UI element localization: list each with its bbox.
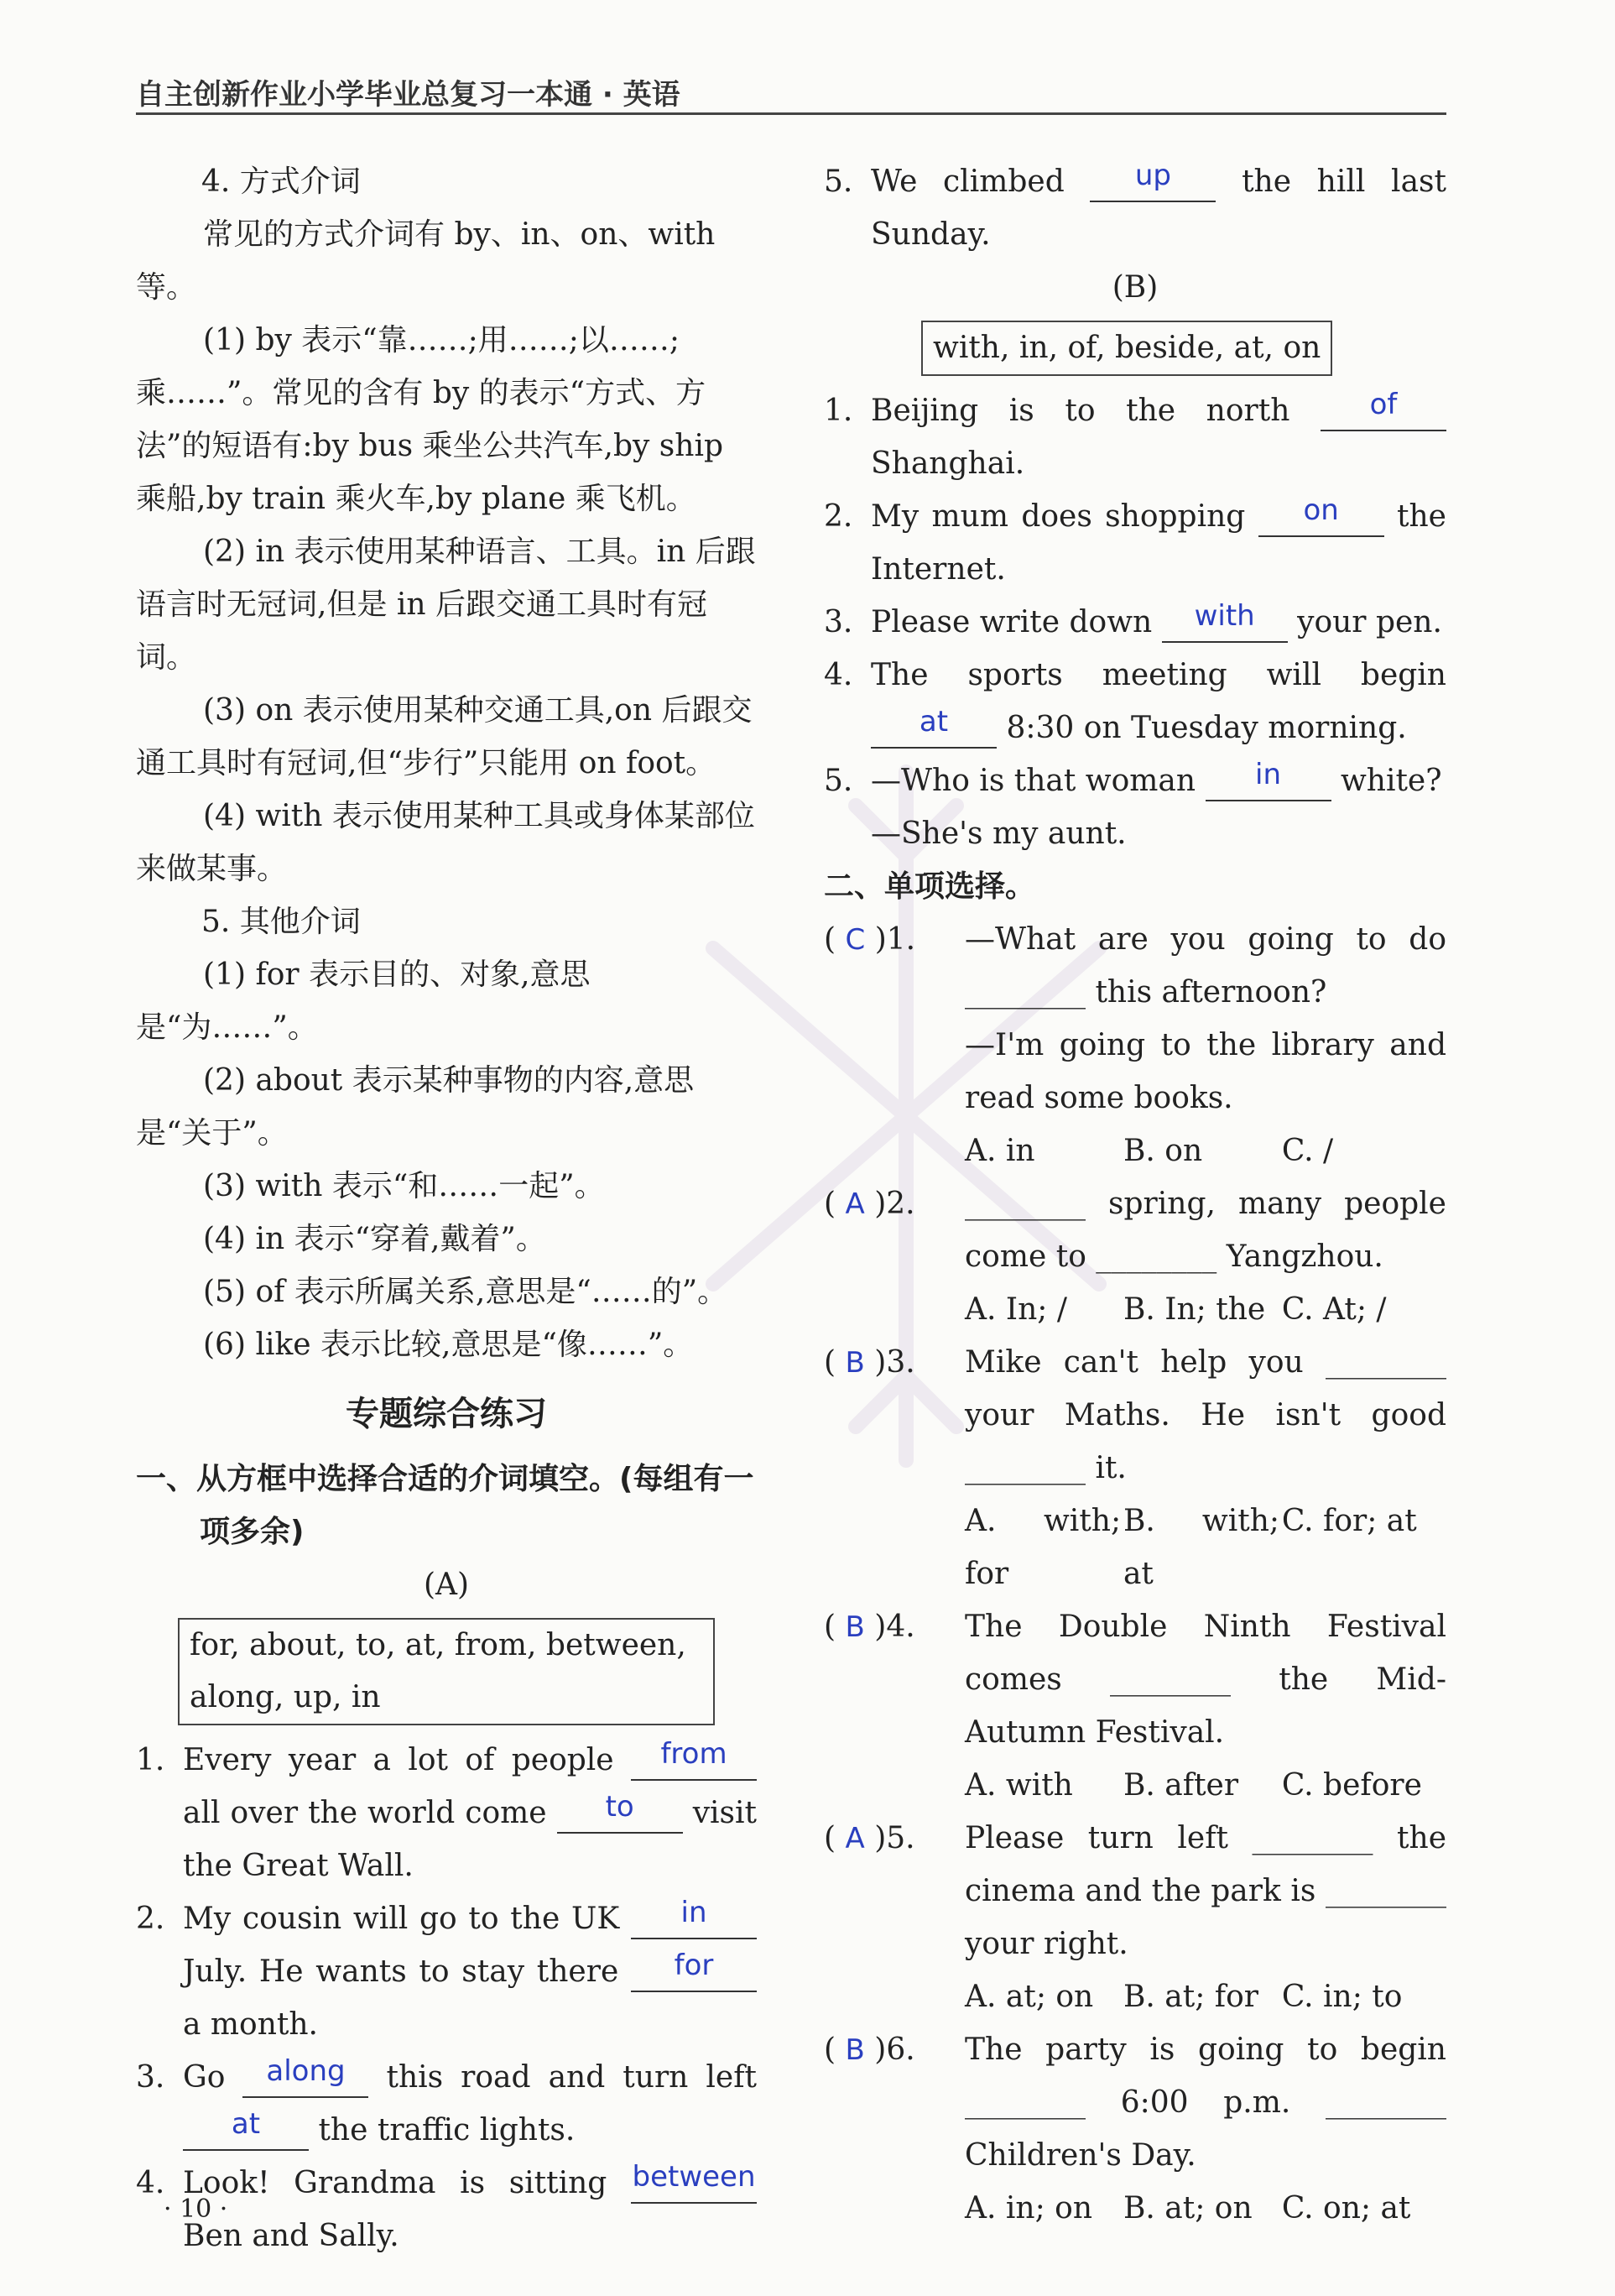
multiple-choice-list [824, 913, 1446, 2235]
page-number: · 10 · [164, 2194, 228, 2224]
choice-question [824, 913, 1446, 1177]
answer-blank[interactable] [631, 1896, 757, 1939]
question-text: Ben and Sally. [183, 2219, 399, 2253]
handwritten-answer: from [660, 1737, 727, 1771]
paragraph: (5) of 表示所属关系,意思是“……的”。 [203, 1275, 728, 1309]
option[interactable]: A. at; on [965, 1980, 1094, 2014]
question-item [136, 1892, 757, 2051]
question-text: Every year a lot of people [183, 1743, 614, 1777]
question-text: —Who is that woman [871, 764, 1196, 798]
paragraph: (2) about 表示某种事物的内容,意思是“关于”。 [136, 1063, 695, 1151]
handwritten-answer: at [231, 2107, 261, 2141]
answer-bracket[interactable]: ( B )3. [824, 1345, 915, 1380]
option[interactable]: B. In; the [1123, 1292, 1266, 1327]
section-heading: 4. 方式介词 [201, 164, 361, 199]
exercise-section-heading: 二、单项选择。 [824, 869, 1036, 904]
option[interactable]: B. after [1123, 1768, 1239, 1803]
question-text: Beijing is to the north [871, 394, 1290, 428]
question-number: )2. [874, 1187, 915, 1221]
option[interactable]: B. on [1123, 1134, 1203, 1168]
question-text: the hill last Sunday. [871, 164, 1446, 252]
question-text: My mum does shopping [871, 499, 1246, 534]
paragraph: (4) with 表示使用某种工具或身体某部位来做某事。 [136, 799, 755, 886]
part-label: (B) [1112, 270, 1159, 305]
paragraph: (2) in 表示使用某种语言、工具。in 后跟语言时无冠词,但是 in 后跟交通工具时有冠词。 [136, 535, 756, 675]
option[interactable]: B. with; at [1123, 1504, 1280, 1591]
handwritten-answer: on [1303, 493, 1339, 527]
answer-bracket[interactable]: ( A )5. [824, 1821, 915, 1855]
question-item [824, 754, 1446, 860]
paragraph: 常见的方式介词有 by、in、on、with 等。 [136, 217, 716, 305]
paragraph: (4) in 表示“穿着,戴着”。 [203, 1222, 546, 1256]
question-text: Please write down [871, 605, 1153, 639]
choice-question [824, 1600, 1446, 1812]
question-item [136, 2157, 757, 2262]
option[interactable]: C. At; / [1281, 1292, 1387, 1327]
question-item [824, 596, 1446, 649]
answer-bracket[interactable]: ( B )4. [824, 1610, 915, 1644]
handwritten-answer: along [266, 2054, 346, 2088]
handwritten-answer: between [632, 2160, 756, 2194]
question-number: 2. [136, 1902, 165, 1936]
choice-question [824, 2023, 1446, 2235]
answer-blank[interactable] [631, 2160, 757, 2204]
answer-bracket[interactable]: ( A )2. [824, 1187, 915, 1221]
question-number: )5. [874, 1821, 915, 1855]
question-item [136, 1734, 757, 1892]
option[interactable]: C. on; at [1281, 2191, 1411, 2226]
option[interactable]: C. in; to [1281, 1980, 1403, 2014]
question-text: the Internet. [871, 499, 1446, 587]
option[interactable]: C. / [1281, 1134, 1334, 1168]
question-text: your pen. [1297, 605, 1442, 639]
handwritten-answer: B [845, 1610, 865, 1644]
exercise-section-heading: 一、从方框中选择合适的介词填空。(每组有一项多余) [136, 1462, 754, 1549]
question-item [824, 384, 1446, 490]
question-text: The Double Ninth Festival comes ________ the Mid-Autumn Festival. [965, 1610, 1446, 1750]
option[interactable]: A. with; for [965, 1504, 1122, 1591]
answer-blank[interactable] [183, 2107, 309, 2151]
question-text: Go [183, 2060, 226, 2095]
answer-blank[interactable] [1090, 159, 1216, 202]
paragraph: (1) for 表示目的、对象,意思是“为……”。 [136, 958, 591, 1045]
right-column [824, 155, 1446, 2235]
handwritten-answer: in [680, 1896, 707, 1929]
question-text: The sports meeting will begin [871, 658, 1446, 692]
question-text: 8:30 on Tuesday morning. [1006, 711, 1407, 745]
question-text: visit the Great Wall. [183, 1796, 757, 1883]
options-row [965, 1970, 1446, 2023]
question-item [824, 155, 1446, 261]
page-header: 自主创新作业小学毕业总复习一本通 · 英语 [136, 78, 680, 112]
exercise-title: 专题综合练习 [346, 1395, 547, 1433]
question-number: 3. [136, 2060, 165, 2095]
question-text: the traffic lights. [318, 2113, 576, 2147]
question-number: )6. [874, 2032, 915, 2067]
option[interactable]: C. before [1281, 1768, 1422, 1803]
question-text: My cousin will go to the UK [183, 1902, 620, 1936]
part-label: (A) [423, 1568, 470, 1602]
question-text: Please turn left ________ the cinema and the park is ________ your right. [965, 1821, 1446, 1961]
option[interactable]: A. in [965, 1134, 1035, 1168]
answer-blank[interactable] [1162, 599, 1288, 643]
answer-blank[interactable] [631, 1949, 757, 1992]
question-number: 5. [824, 164, 853, 199]
options-row [965, 1283, 1446, 1336]
option[interactable]: A. in; on [965, 2191, 1093, 2226]
word-box-b: with, in, of, beside, at, on [921, 321, 1332, 376]
question-number: 4. [136, 2166, 165, 2200]
header-divider [136, 112, 1446, 115]
handwritten-answer: to [605, 1790, 634, 1824]
question-number: 4. [824, 658, 853, 692]
question-text: Look! Grandma is sitting [183, 2166, 607, 2200]
handwritten-answer: A [845, 1187, 865, 1221]
handwritten-answer: in [1255, 758, 1281, 791]
question-number: 2. [824, 499, 853, 534]
question-text: —I'm going to the library and read some books. [965, 1028, 1446, 1115]
question-text: July. He wants to stay there [183, 1954, 619, 1989]
question-text: —She's my aunt. [871, 817, 1127, 851]
section-heading: 5. 其他介词 [201, 905, 361, 939]
question-text: all over the world come [183, 1796, 547, 1830]
question-item [824, 490, 1446, 596]
question-item [824, 649, 1446, 754]
question-number: 1. [824, 394, 853, 428]
question-item [136, 2051, 757, 2157]
question-number: 1. [136, 1743, 165, 1777]
question-text: —What are you going to do ________ this afternoon? [965, 922, 1446, 1010]
paragraph: (3) on 表示使用某种交通工具,on 后跟交通工具时有冠词,但“步行”只能用 on foot。 [136, 693, 753, 780]
handwritten-answer: of [1369, 388, 1398, 421]
option[interactable]: A. with [965, 1768, 1073, 1803]
handwritten-answer: B [845, 1346, 865, 1380]
question-text: white? [1340, 764, 1442, 798]
answer-blank[interactable] [631, 1737, 757, 1781]
word-box-a: for, about, to, at, from, between, along, up, in [178, 1618, 715, 1725]
answer-blank[interactable] [1321, 388, 1446, 431]
options-row [965, 2182, 1446, 2235]
answer-blank[interactable] [242, 2054, 368, 2098]
handwritten-answer: B [845, 2033, 865, 2067]
question-text: ________ spring, many people come to ________ Yangzhou. [965, 1187, 1446, 1274]
question-number: 3. [824, 605, 853, 639]
left-column [136, 155, 757, 2262]
option[interactable]: A. In; / [965, 1292, 1067, 1327]
answer-blank[interactable] [557, 1790, 683, 1834]
handwritten-answer: up [1134, 159, 1171, 192]
question-text: a month. [183, 2007, 318, 2042]
answer-blank[interactable] [1206, 758, 1331, 801]
handwritten-answer: at [919, 705, 949, 738]
question-number: )4. [874, 1610, 915, 1644]
paragraph: (1) by 表示“靠……;用……;以……;乘……”。常见的含有 by 的表示“方式、方法”的短语有:by bus 乘坐公共汽车,by ship 乘船,by train 乘火车,by plane 乘飞机。 [136, 323, 723, 516]
handwritten-answer: with [1194, 599, 1255, 633]
options-row [965, 1495, 1446, 1600]
question-number: 5. [824, 764, 853, 798]
question-text: Mike can't help you ________ your Maths. He isn't good ________ it. [965, 1345, 1446, 1485]
handwritten-answer: for [674, 1949, 714, 1982]
answer-blank[interactable] [1258, 493, 1384, 537]
question-number: )3. [874, 1345, 915, 1380]
answer-bracket[interactable]: ( C )1. [824, 922, 916, 957]
choice-question [824, 1336, 1446, 1600]
option[interactable]: B. at; for [1123, 1980, 1258, 2014]
answer-bracket[interactable]: ( B )6. [824, 2032, 915, 2067]
options-row [965, 1125, 1446, 1177]
answer-blank[interactable] [871, 705, 997, 749]
question-text: this road and turn left [386, 2060, 757, 2095]
question-text: We climbed [871, 164, 1065, 199]
option[interactable]: B. at; on [1123, 2191, 1253, 2226]
question-number: )1. [874, 922, 916, 957]
option[interactable]: C. for; at [1281, 1504, 1417, 1538]
choice-question [824, 1812, 1446, 2023]
question-text: Shanghai. [871, 446, 1025, 481]
handwritten-answer: A [845, 1822, 865, 1855]
choice-question [824, 1177, 1446, 1336]
paragraph: (6) like 表示比较,意思是“像……”。 [203, 1328, 694, 1362]
paragraph: (3) with 表示“和……一起”。 [203, 1169, 605, 1203]
options-row [965, 1759, 1446, 1812]
question-text: The party is going to begin ________ 6:00 p.m. ________ Children's Day. [965, 2032, 1446, 2173]
handwritten-answer: C [845, 923, 866, 957]
